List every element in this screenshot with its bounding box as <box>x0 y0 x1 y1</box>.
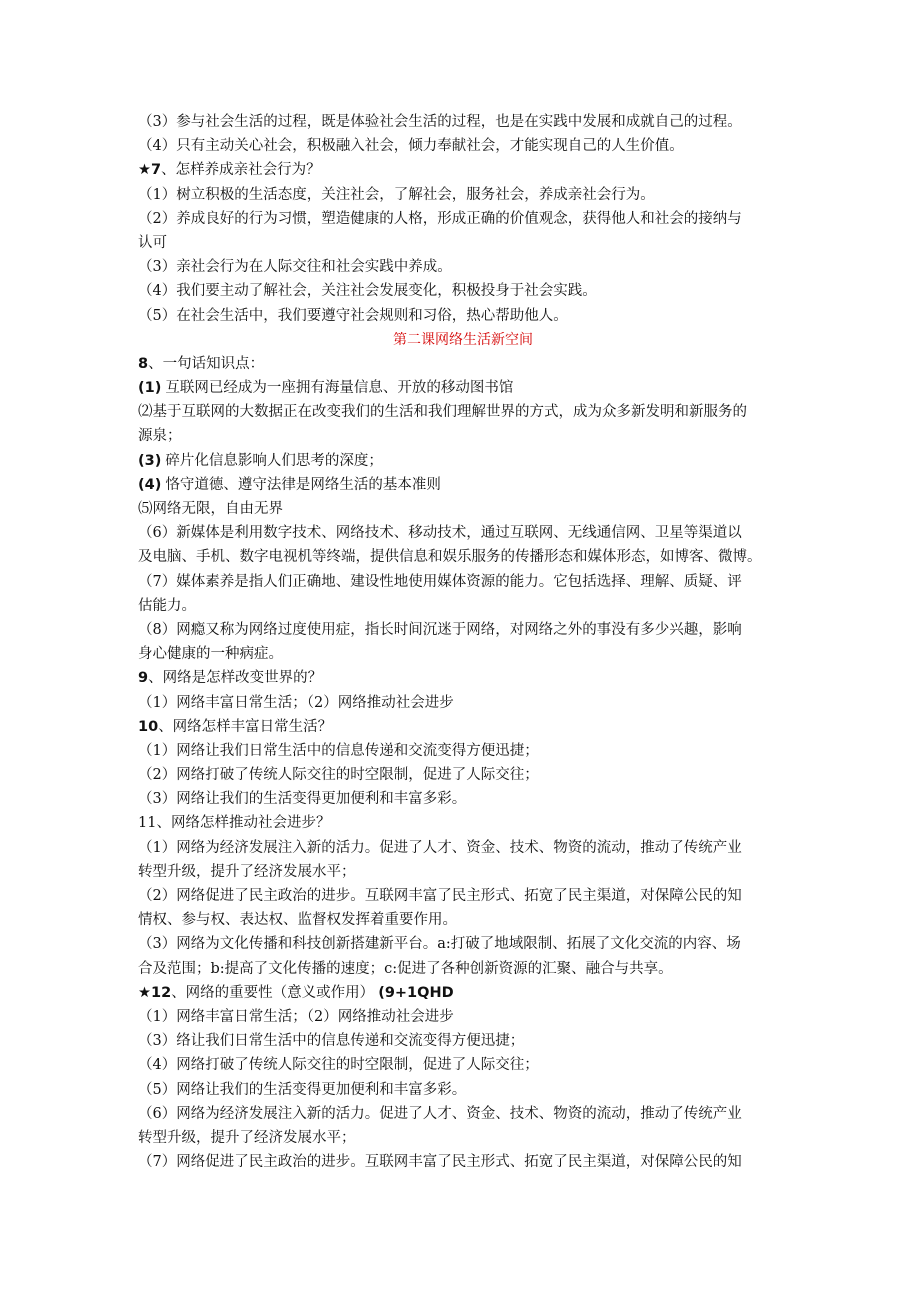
text-line <box>138 545 788 569</box>
text-line <box>138 570 788 594</box>
item-number: ★12 <box>138 984 172 1001</box>
text-line <box>138 158 788 182</box>
line-text: （3）网络让我们的生活变得更加便利和丰富多彩。 <box>138 791 467 808</box>
text-line <box>138 521 788 545</box>
item-note: (9+1QHD <box>378 984 454 1001</box>
line-text: （1）网络丰富日常生活；（2）网络推动社会进步 <box>138 1008 454 1025</box>
line-text: 、网络的重要性（意义或作用） <box>171 984 375 1001</box>
line-text: （4）我们要主动了解社会，关注社会发展变化，积极投身于社会实践。 <box>138 283 597 300</box>
item-number: 10 <box>138 718 159 735</box>
line-text: （1）网络为经济发展注入新的活力。促进了人才、资金、技术、物资的流动，推动了传统产业 <box>138 839 742 856</box>
line-text: 转型升级，提升了经济发展水平； <box>138 1129 356 1146</box>
text-line <box>138 642 788 666</box>
text-line <box>138 207 788 231</box>
text-line <box>138 932 788 956</box>
line-text: ⑵基于互联网的大数据正在改变我们的生活和我们理解世界的方式，成为众多新发明和新服务的 <box>138 404 747 421</box>
line-text: （5）在社会生活中，我们要遵守社会规则和习俗，热心帮助他人。 <box>138 307 568 324</box>
text-line <box>138 763 788 787</box>
text-line <box>138 449 788 473</box>
line-text: 、一句话知识点： <box>148 355 265 372</box>
item-number: 8 <box>138 355 149 372</box>
text-line <box>138 981 788 1005</box>
text-line <box>138 1150 788 1174</box>
line-text: （2）网络促进了民主政治的进步。互联网丰富了民主形式、拓宽了民主渠道，对保障公民的知 <box>138 888 742 904</box>
text-line <box>138 1053 788 1077</box>
line-text: （2）网络打破了传统人际交往的时空限制，促进了人际交往； <box>138 767 539 784</box>
text-line <box>138 497 788 521</box>
line-text: （8）网瘾又称为网络过度使用症，指长时间沉迷于网络，对网络之外的事没有多少兴趣，影响 <box>138 621 742 638</box>
line-text: （3）亲社会行为在人际交往和社会实践中养成。 <box>138 259 452 276</box>
line-text: （3）网络为文化传播和科技创新搭建新平台。a:打破了地域限制、拓展了文化交流的内容、场 <box>138 936 741 953</box>
text-line <box>138 787 788 811</box>
line-text: 、怎样养成亲社会行为？ <box>161 162 321 179</box>
line-text: （6）新媒体是利用数字技术、网络技术、移动技术，通过互联网、无线通信网、卫星等渠道以 <box>138 525 742 542</box>
item-number: (4) <box>138 476 162 493</box>
section-heading: 第二课网络生活新空间 <box>393 331 533 348</box>
line-text: ⑸网络无限，自由无界 <box>138 501 283 517</box>
text-line <box>138 255 788 279</box>
text-line <box>138 594 788 618</box>
line-text: 源泉； <box>138 428 182 445</box>
text-line <box>138 376 788 400</box>
text-line <box>138 666 788 690</box>
text-line <box>138 1126 788 1150</box>
line-text: 互联网已经成为一座拥有海量信息、开放的移动图书馆 <box>165 380 514 397</box>
line-text: （6）网络为经济发展注入新的活力。促进了人才、资金、技术、物资的流动，推动了传统产业 <box>138 1105 742 1122</box>
text-line <box>138 1005 788 1029</box>
line-text: 估能力。 <box>138 597 196 614</box>
line-text: 合及范围；b:提高了文化传播的速度；c:促进了各种创新资源的汇聚、融合与共享。 <box>138 960 673 977</box>
text-line <box>138 279 788 303</box>
line-text: 、网络是怎样改变世界的？ <box>148 670 323 687</box>
text-line <box>138 473 788 497</box>
text-line <box>138 691 788 715</box>
text-line <box>138 1029 788 1053</box>
text-line <box>138 715 788 739</box>
text-line <box>138 957 788 981</box>
item-number: (3) <box>138 452 162 469</box>
text-line <box>138 183 788 207</box>
line-text: （1）树立积极的生活态度，关注社会，了解社会，服务社会，养成亲社会行为。 <box>138 186 655 203</box>
text-line <box>138 836 788 860</box>
line-text: 恪守道德、遵守法律是网络生活的基本准则 <box>165 476 441 493</box>
text-line <box>138 884 788 908</box>
text-line <box>138 739 788 763</box>
line-text: （1）网络让我们日常生活中的信息传递和交流变得方便迅捷； <box>138 742 539 759</box>
item-number: 9 <box>138 670 149 687</box>
text-line <box>138 1078 788 1102</box>
line-text: 认可 <box>138 234 167 251</box>
line-text: 及电脑、手机、数字电视机等终端，提供信息和娱乐服务的传播形态和媒体形态，如博客、微博。 <box>138 549 762 566</box>
text-line <box>138 424 788 448</box>
line-text: （2）养成良好的行为习惯，塑造健康的人格，形成正确的价值观念，获得他人和社会的接纳与 <box>138 210 742 227</box>
line-text: 11、网络怎样推动社会进步？ <box>138 815 331 832</box>
text-line <box>138 352 788 376</box>
document-body <box>138 110 788 1174</box>
text-line <box>138 231 788 255</box>
text-line <box>138 134 788 158</box>
line-text: （5）网络让我们的生活变得更加便利和丰富多彩。 <box>138 1081 467 1098</box>
line-text: （4）网络打破了传统人际交往的时空限制，促进了人际交往； <box>138 1057 539 1074</box>
line-text: 身心健康的一种病症。 <box>138 646 283 663</box>
text-line <box>138 400 788 424</box>
line-text: （3）络让我们日常生活中的信息传递和交流变得方便迅捷； <box>138 1033 525 1050</box>
text-line <box>138 908 788 932</box>
text-line <box>138 304 788 328</box>
line-text: 情权、参与权、表达权、监督权发挥着重要作用。 <box>138 912 457 929</box>
text-line <box>138 1102 788 1126</box>
line-text: 、网络怎样丰富日常生活？ <box>158 718 333 735</box>
text-line <box>138 110 788 134</box>
line-text: （7）网络促进了民主政治的进步。互联网丰富了民主形式、拓宽了民主渠道，对保障公民的知 <box>138 1154 742 1171</box>
text-line <box>138 618 788 642</box>
line-text: （1）网络丰富日常生活；（2）网络推动社会进步 <box>138 694 454 711</box>
item-number: (1) <box>138 380 162 397</box>
line-text: （3）参与社会生活的过程，既是体验社会生活的过程，也是在实践中发展和成就自己的过程。 <box>138 114 742 130</box>
item-number: ★7 <box>138 162 162 179</box>
line-text: 转型升级，提升了经济发展水平； <box>138 863 356 880</box>
line-text: 碎片化信息影响人们思考的深度； <box>165 452 383 469</box>
line-text: （4）只有主动关心社会，积极融入社会，倾力奉献社会，才能实现自己的人生价值。 <box>138 138 684 155</box>
line-text: （7）媒体素养是指人们正确地、建设性地使用媒体资源的能力。它包括选择、理解、质疑、评 <box>138 573 742 590</box>
text-line <box>138 811 788 835</box>
text-line <box>138 860 788 884</box>
